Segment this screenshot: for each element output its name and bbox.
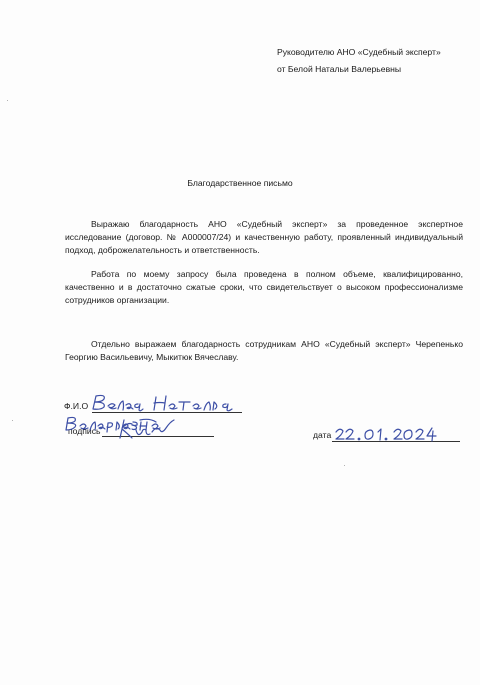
- handwritten-date: [332, 424, 462, 444]
- date-label: дата: [313, 430, 332, 440]
- addressee-line-1: Руководителю АНО «Судебный эксперт»: [277, 47, 441, 57]
- paragraph-work-quality: Работа по моему запросу была проведена в полном объеме, квалифицированно, качественно и в достаточно сжатые сроки, что свидетельствует о высоком профессионализме сотрудников организации.: [65, 269, 463, 305]
- addressee-block: [277, 44, 441, 78]
- paragraph-gratitude: Выражаю благодарность АНО «Судебный эксперт» за проведенное экспертное исследование (договор. № А000007/24) и качественную работу, проявленный индивидуальный подход, доброжелательность и ответственность.: [65, 219, 463, 255]
- scan-speck: [344, 465, 345, 466]
- letter-title: Благодарственное письмо: [187, 178, 293, 188]
- handwritten-signature: [110, 416, 190, 442]
- signature-label: подпись: [68, 426, 101, 436]
- addressee-line-2: от Белой Натальи Валерьевны: [277, 64, 402, 74]
- paragraph-staff-thanks: Отдельно выражаем благодарность сотрудникам АНО «Судебный эксперт» Черепенько Георгию Васильевичу, Мыкитюк Вячеславу.: [65, 339, 463, 362]
- scan-speck: [7, 100, 8, 101]
- fio-label: Ф.И.О: [64, 401, 89, 411]
- scan-speck: [12, 420, 13, 421]
